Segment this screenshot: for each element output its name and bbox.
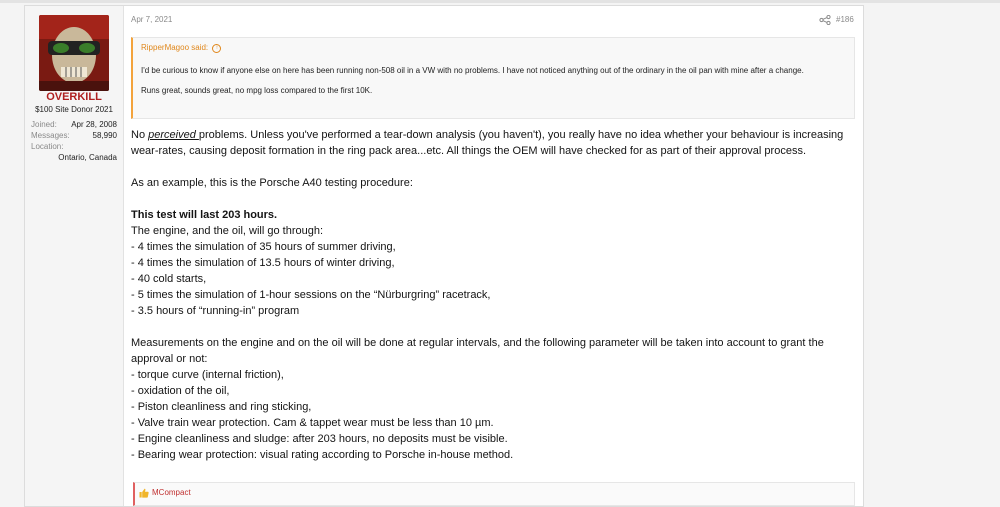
post-date[interactable]: Apr 7, 2021 [131, 15, 173, 24]
list-item: - Piston cleanliness and ring sticking, [131, 401, 312, 413]
post-number[interactable]: #186 [836, 15, 854, 24]
list-item: - 40 cold starts, [131, 273, 207, 285]
list-item: - oxidation of the oil, [131, 385, 230, 397]
list-item: - Valve train wear protection. Cam & tappet wear must be less than 10 µm. [131, 417, 494, 429]
quote-paragraph-2: Runs great, sounds great, no mpg loss compared to the first 10K. [141, 86, 373, 95]
messages-label: Messages: [31, 131, 70, 140]
quote-author[interactable]: RipperMagoo said: [141, 43, 209, 52]
user-info-pane [25, 6, 124, 506]
thumbs-up-icon[interactable] [139, 488, 149, 498]
list-item: - 5 times the simulation of 1-hour sessions on the “Nürburgring” racetrack, [131, 289, 491, 301]
user-stats [31, 119, 117, 163]
messages-value[interactable]: 58,990 [92, 131, 117, 140]
list-item: - 4 times the simulation of 35 hours of summer driving, [131, 241, 396, 253]
list-item: - Bearing wear protection: visual rating according to Porsche in-house method. [131, 449, 514, 461]
quote-header[interactable] [141, 43, 221, 53]
arrow-up-icon[interactable]: ↑ [212, 44, 221, 53]
list-item: - torque curve (internal friction), [131, 369, 284, 381]
emphasis-perceived: perceived [148, 129, 199, 141]
forum-post [24, 5, 864, 507]
location-value: Ontario, Canada [58, 153, 117, 162]
post-body [131, 127, 855, 463]
quote-paragraph-1: I'd be curious to know if anyone else on here has been running non-508 oil in a VW with no problems. I have not noticed anything out of the ordinary in the oil pan with mine after a change. [141, 66, 804, 75]
body-line: The engine, and the oil, will go through: [131, 225, 324, 237]
share-icon[interactable] [819, 15, 831, 25]
list-item: - 4 times the simulation of 13.5 hours of winter driving, [131, 257, 395, 269]
user-title: $100 Site Donor 2021 [35, 105, 113, 114]
list-item: - Engine cleanliness and sludge: after 203 hours, no deposits must be visible. [131, 433, 508, 445]
joined-value: Apr 28, 2008 [71, 120, 117, 129]
username[interactable]: OVERKILL [46, 91, 102, 103]
body-paragraph-2: As an example, this is the Porsche A40 testing procedure: [131, 177, 413, 189]
list-item: - 3.5 hours of “running-in” program [131, 305, 300, 317]
reactions-bar [133, 482, 855, 506]
quote-body [141, 65, 846, 105]
avatar[interactable] [39, 15, 109, 91]
body-paragraph-3: Measurements on the engine and on the oil will be done at regular intervals, and the following parameter will be taken into account to grant the approval or not: [131, 337, 824, 365]
joined-label: Joined: [31, 120, 57, 129]
quote-block [131, 37, 855, 119]
body-paragraph-1: No perceived problems. Unless you've performed a tear-down analysis (you haven't), you really have no idea whether your behaviour is increasing wear-rates, causing deposit formation in the ring pack area...etc. All things the OEM will have checked for as part of their approval process. [131, 129, 844, 157]
top-divider [0, 0, 1000, 3]
skull-avatar-image [39, 15, 109, 91]
location-label: Location: [31, 142, 64, 151]
test-duration-heading: This test will last 203 hours. [131, 209, 278, 221]
reaction-user[interactable]: MCompact [152, 488, 191, 497]
